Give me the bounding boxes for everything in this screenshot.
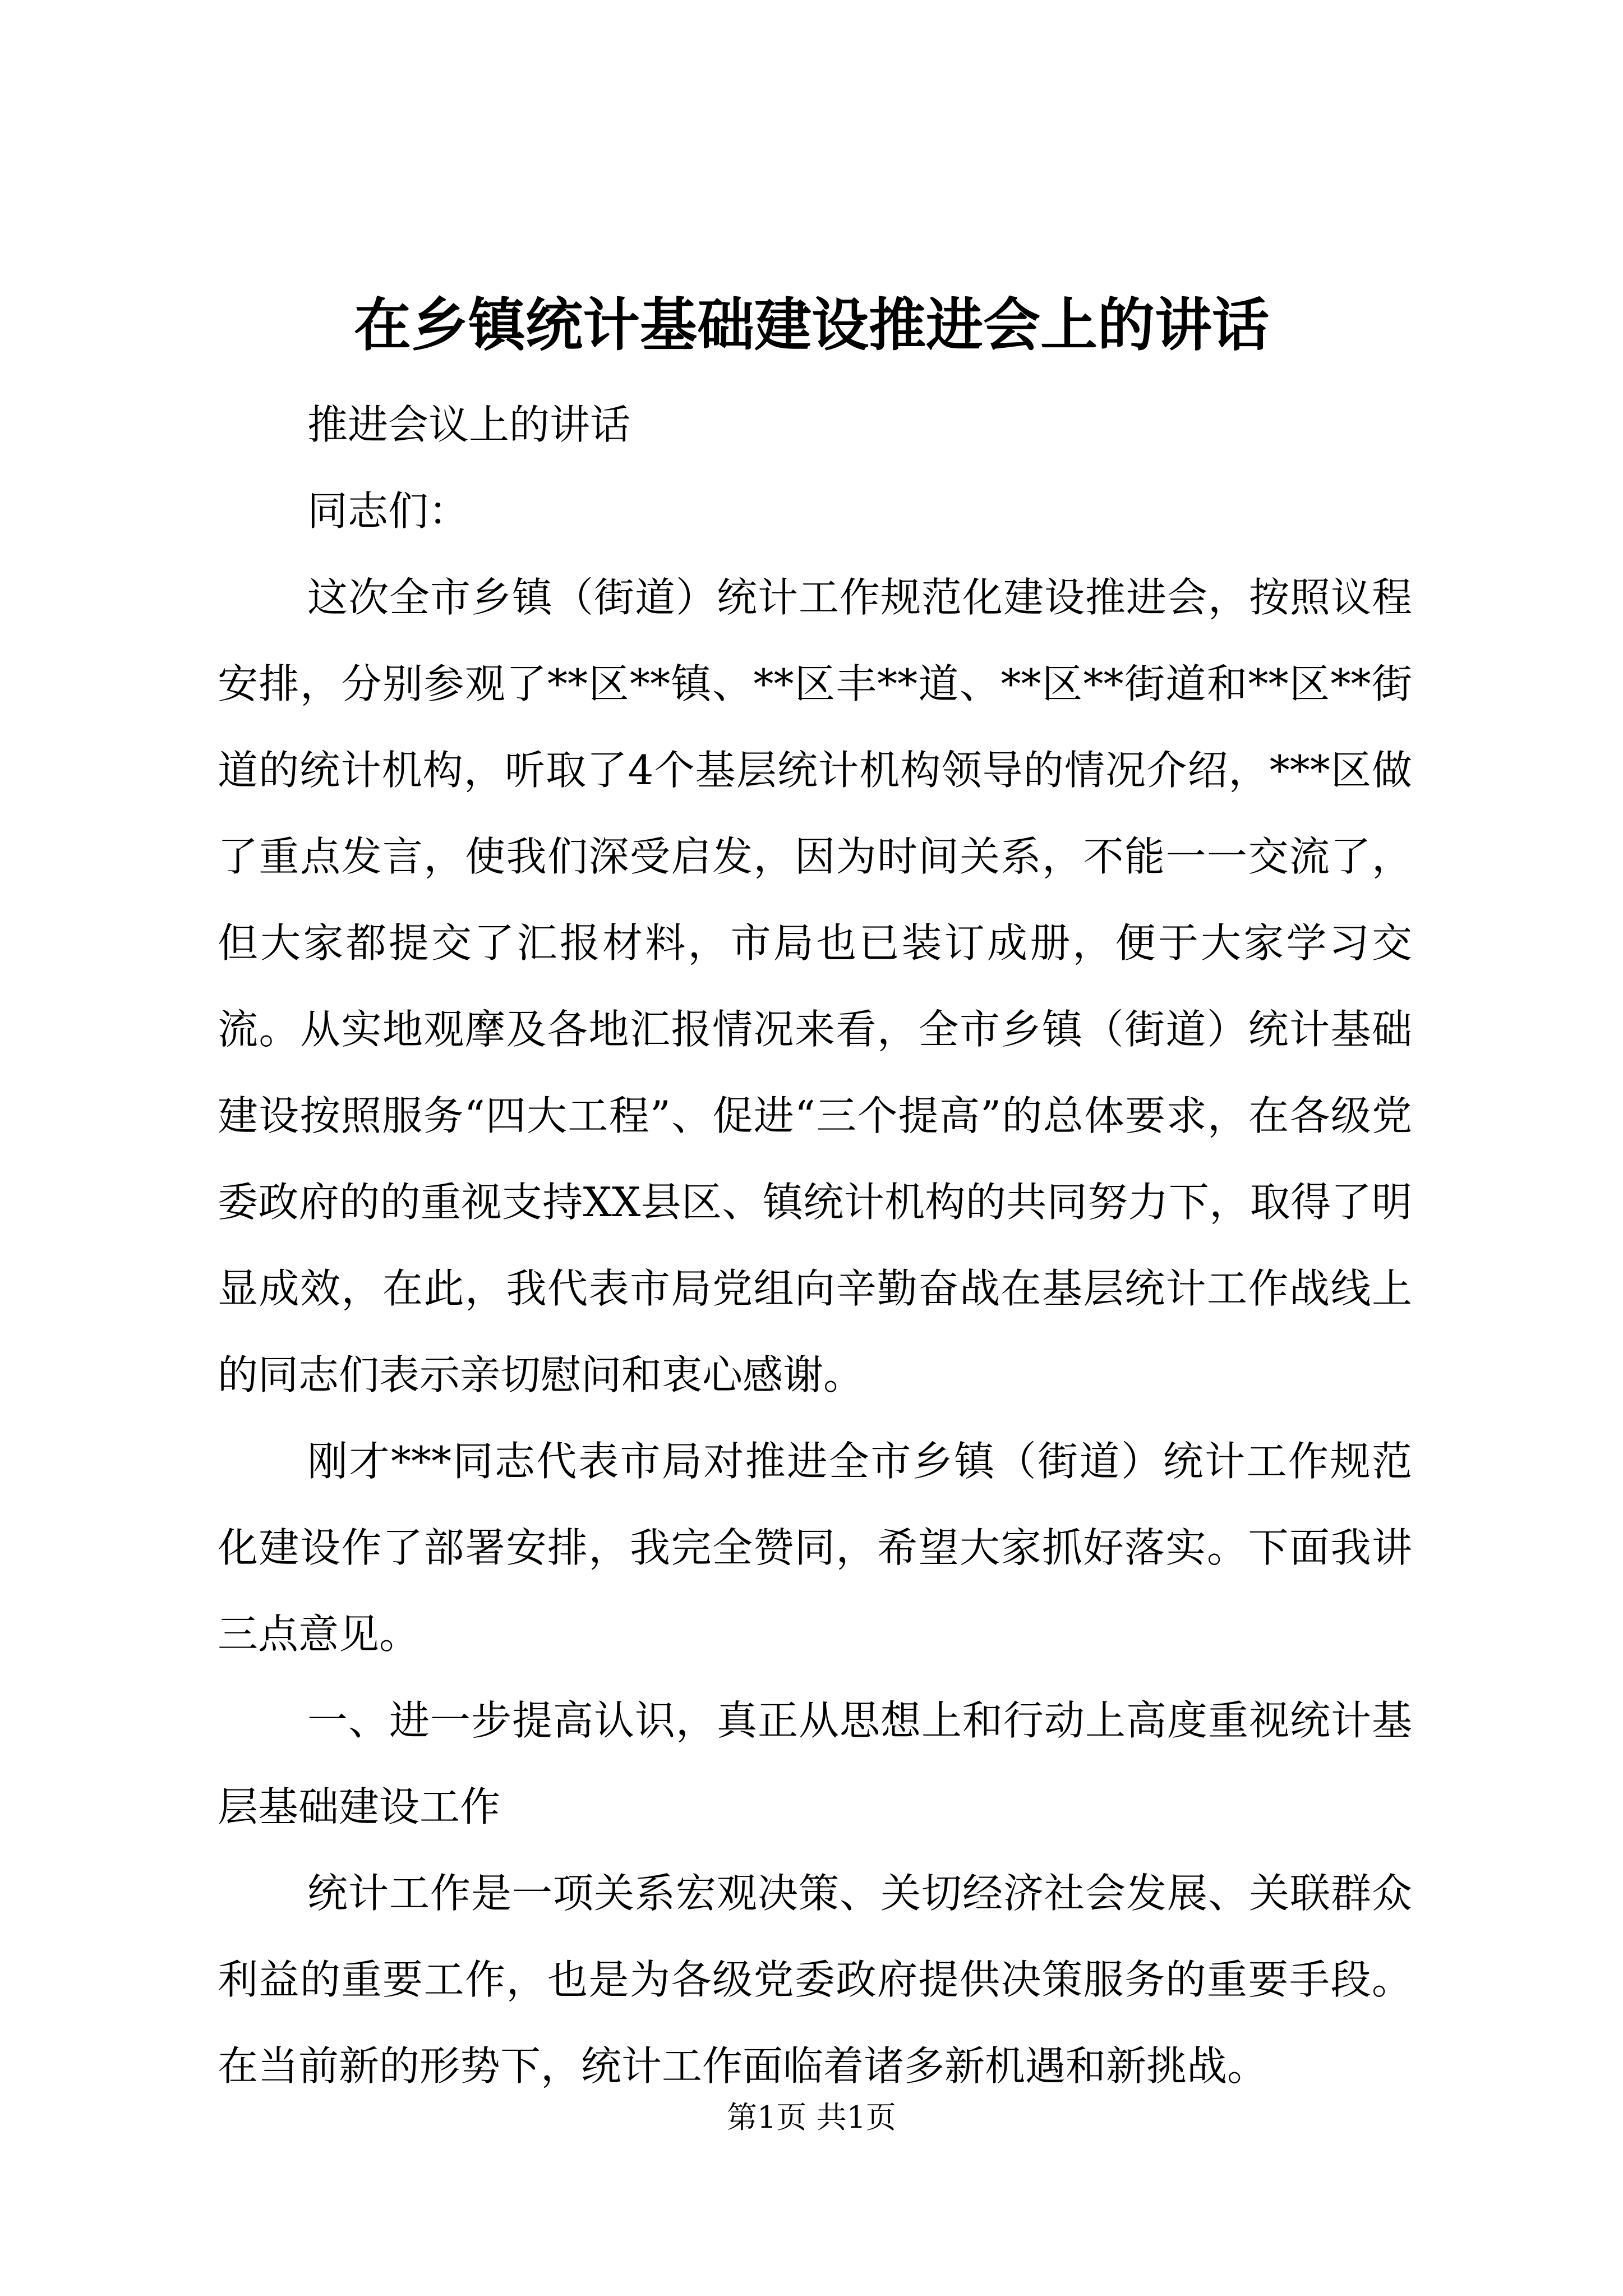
paragraph-subtitle: 推进会议上的讲话	[307, 401, 631, 448]
paragraph-statistics-work: 统计工作是一项关系宏观决策、关切经济社会发展、关联群众利益的重要工作，也是为各级党委政府提供决策服务的重要手段。在当前新的形势下，统计工作面临着诸多新机遇和新挑战。	[218, 1870, 1412, 2090]
document-body	[218, 381, 1412, 2109]
paragraph-intro: 这次全市乡镇（街道）统计工作规范化建设推进会，按照议程安排，分别参观了**区**镇、**区丰**道、**区**街道和**区**街道的统计机构，听取了4个基层统计机构领导的情况介绍，***区做了重点发言，使我们深受启发，因为时间关系，不能一一交流了，但大家都提交了汇报材料，市局也已装订成册，便于大家学习交流。从实地观摩及各地汇报情况来看，全市乡镇（街道）统计基础建设按照服务“四大工程”、促进“三个提高”的总体要求，在各级党委政府的的重视支持XX县区、镇统计机构的共同努力下，取得了明显成效，在此，我代表市局党组向辛勤奋战在基层统计工作战线上的同志们表示亲切慰问和衷心感谢。	[218, 574, 1412, 1398]
section-heading-1: 一、进一步提高认识，真正从思想上和行动上高度重视统计基层基础建设工作	[218, 1697, 1412, 1830]
page-footer: 第1页 共1页	[727, 2100, 896, 2135]
paragraph-salutation: 同志们：	[307, 487, 469, 535]
paragraph-agreement: 刚才***同志代表市局对推进全市乡镇（街道）统计工作规范化建设作了部署安排，我完全赞同，希望大家抓好落实。下面我讲三点意见。	[218, 1438, 1412, 1658]
document-title: 在乡镇统计基础建设推进会上的讲话	[354, 292, 1269, 359]
